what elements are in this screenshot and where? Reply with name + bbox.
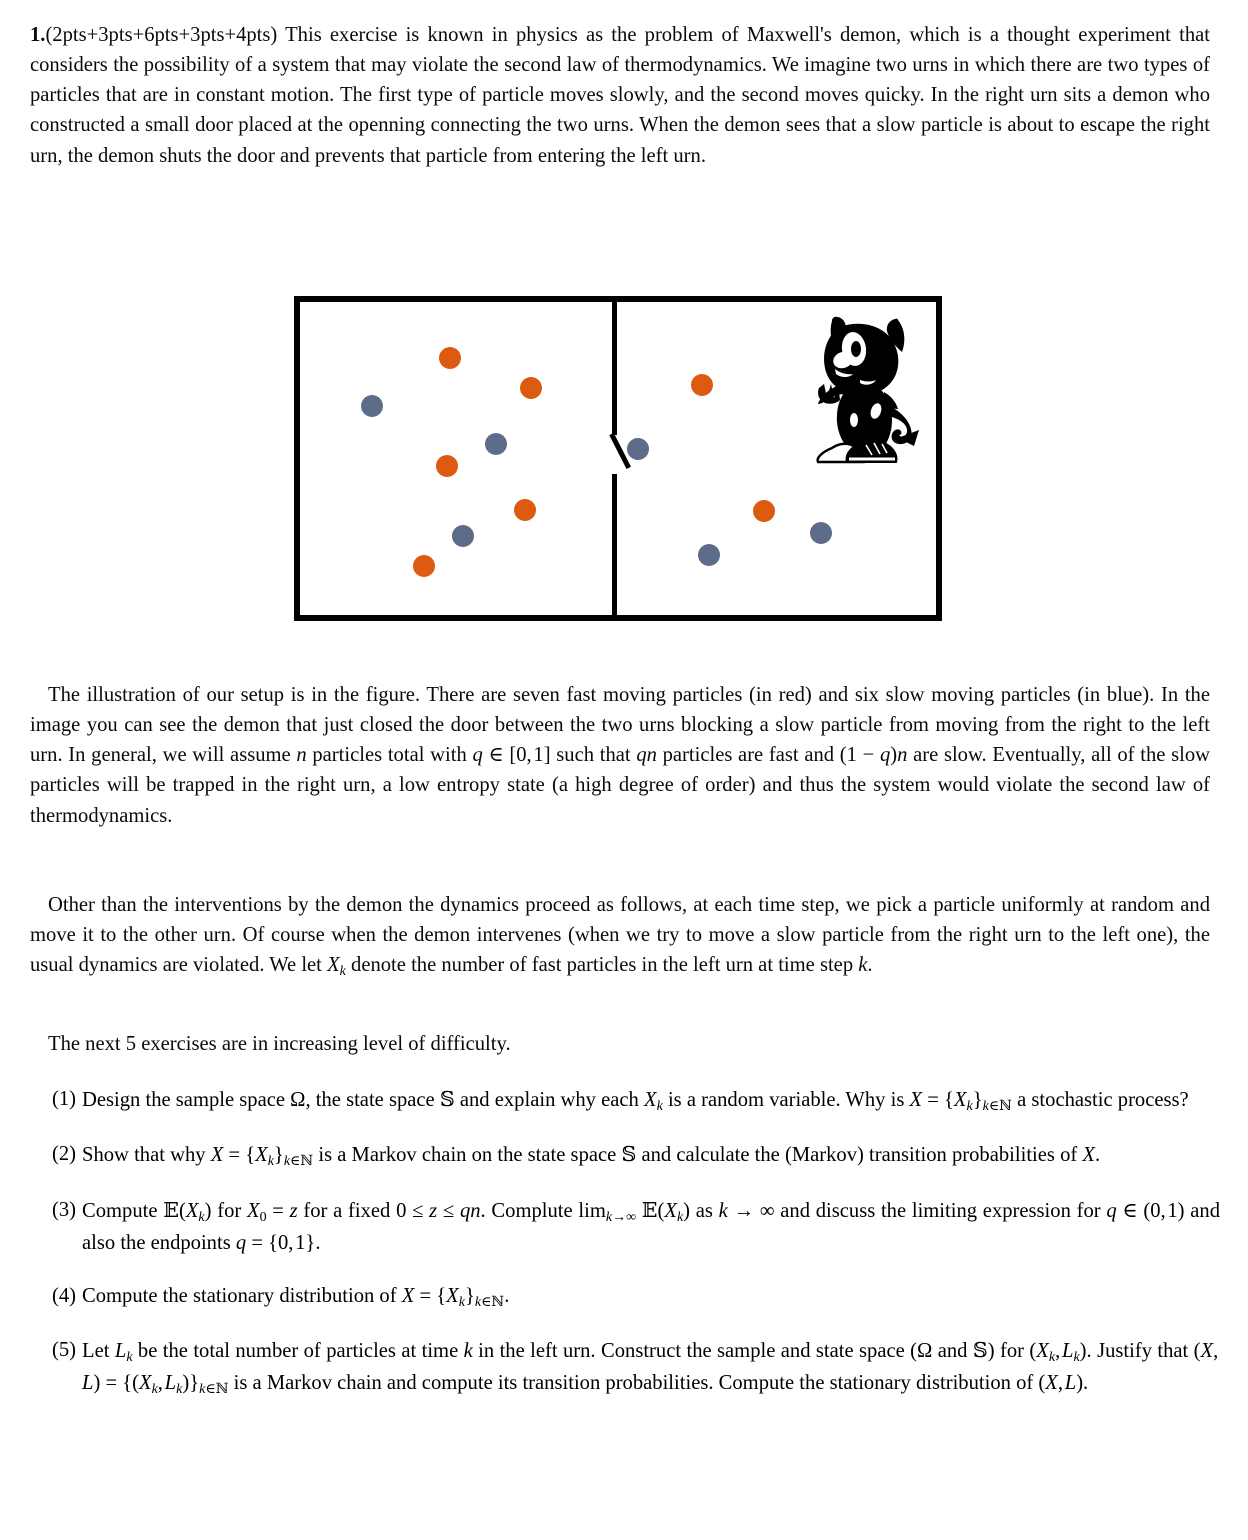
exercise-item: [30, 1139, 1220, 1172]
maxwells-demon-icon: [788, 312, 938, 464]
particle-fast: [413, 555, 435, 577]
exercise-item: [30, 1281, 1220, 1313]
intro-paragraph: [30, 20, 1210, 171]
exercise-item: [30, 1195, 1220, 1259]
difficulty-note: The next 5 exercises are in increasing level of difficulty.: [48, 1033, 511, 1055]
exercise-marker: (4): [52, 1284, 77, 1307]
particle-fast: [753, 500, 775, 522]
dynamics-paragraph: Other than the interventions by the demon the dynamics proceed as follows, at each time step, we pick a particle uniformly at random and move it to the other urn. Of course when the demon intervenes (when we try to move a slow particle from the right urn to the left one), the usual dynamics are violated. We let $X_k$ denote the number of fast particles in the left urn at time step k.: [30, 894, 1210, 980]
particle-fast: [520, 377, 542, 399]
particle-slow: [452, 525, 474, 547]
particle-fast: [439, 347, 461, 369]
exercise-list: [30, 1084, 1220, 1423]
setup-paragraph: The illustration of our setup is in the figure. There are seven fast moving particles (in red) and six slow moving particles (in blue). In the image you can see the demon that just closed the door between the two urns blocking a slow particle from moving from the right to the left urn. In general, we will assume n particles total with q ∈ [0, 1] such that qn particles are fast and (1 − q)n are slow. Eventually, all of the slow particles will be trapped in the right urn, a low entropy state (a high degree of order) and thus the system would violate the second law of thermodynamics.: [30, 684, 1210, 827]
exercise-marker: (1): [52, 1088, 77, 1110]
exercise-marker: (5): [52, 1338, 77, 1361]
exercise-text: Let $L_k$ be the total number of particles at time k in the left urn. Construct the sample and state space (Ω and 𝕊) for ($X_k$, $L_k$). Justify that (X, $L) = \{(X_k$, $L_k)\}_k\in ℕ$ is a Markov chain and compute its transition probabilities. Compute the stationary distribution of (X, L).: [82, 1337, 1220, 1398]
exercise-marker: (3): [52, 1198, 77, 1221]
urn-divider-bottom: [612, 474, 617, 617]
exercise-text: Compute $𝔼(X_k)$ for X0 = z for a fixed 0 ≤ z ≤ qn. Complute $\lim_k\to\infty$ $𝔼(X_k)$ as k → ∞ and discuss the limiting expression for q ∈ (0, 1) and also the endpoints q = {0, 1}.: [82, 1197, 1221, 1255]
particle-slow: [485, 433, 507, 455]
urn-divider-top: [612, 300, 617, 435]
particle-slow: [627, 438, 649, 460]
intro-body: This exercise is known in physics as the problem of Maxwell's demon, which is a thought experiment that considers the possibility of a system that may violate the second law of thermodynamics. We imagine two urns in which there are two types of particles that are in constant motion. The first type of particle moves slowly, and the second moves quicky. In the right urn sits a demon who constructed a small door placed at the openning connecting the two urns. When the demon sees that a slow particle is about to escape the right urn, the demon shuts the door and prevents that particle from entering the left urn.: [30, 24, 1210, 167]
figure-two-urns: [294, 296, 942, 621]
particle-slow: [361, 395, 383, 417]
exercise-text: Compute the stationary distribution of $X = \{X_k\}_k\in ℕ$.: [82, 1284, 510, 1310]
particle-fast: [436, 455, 458, 477]
problem-number: 1.: [30, 24, 46, 46]
exercise-item: [30, 1335, 1220, 1401]
particle-slow: [810, 522, 832, 544]
exercise-marker: (2): [52, 1143, 77, 1166]
particle-slow: [698, 544, 720, 566]
particle-fast: [514, 499, 536, 521]
exercise-item: [30, 1084, 1220, 1117]
particle-fast: [691, 374, 713, 396]
points-breakdown: (2pts+3pts+6pts+3pts+4pts): [45, 24, 278, 46]
exercise-text: Show that why $X = \{X_k\}_k\in ℕ$ is a Markov chain on the state space 𝕊 and calculate the (Markov) transition probabilities of X.: [82, 1142, 1101, 1170]
exercise-text: Design the sample space Ω, the state space 𝕊 and explain why each $X_k$ is a random variable. Why is $X = \{X_k\}_k\in ℕ$ a stochastic process?: [82, 1087, 1189, 1114]
